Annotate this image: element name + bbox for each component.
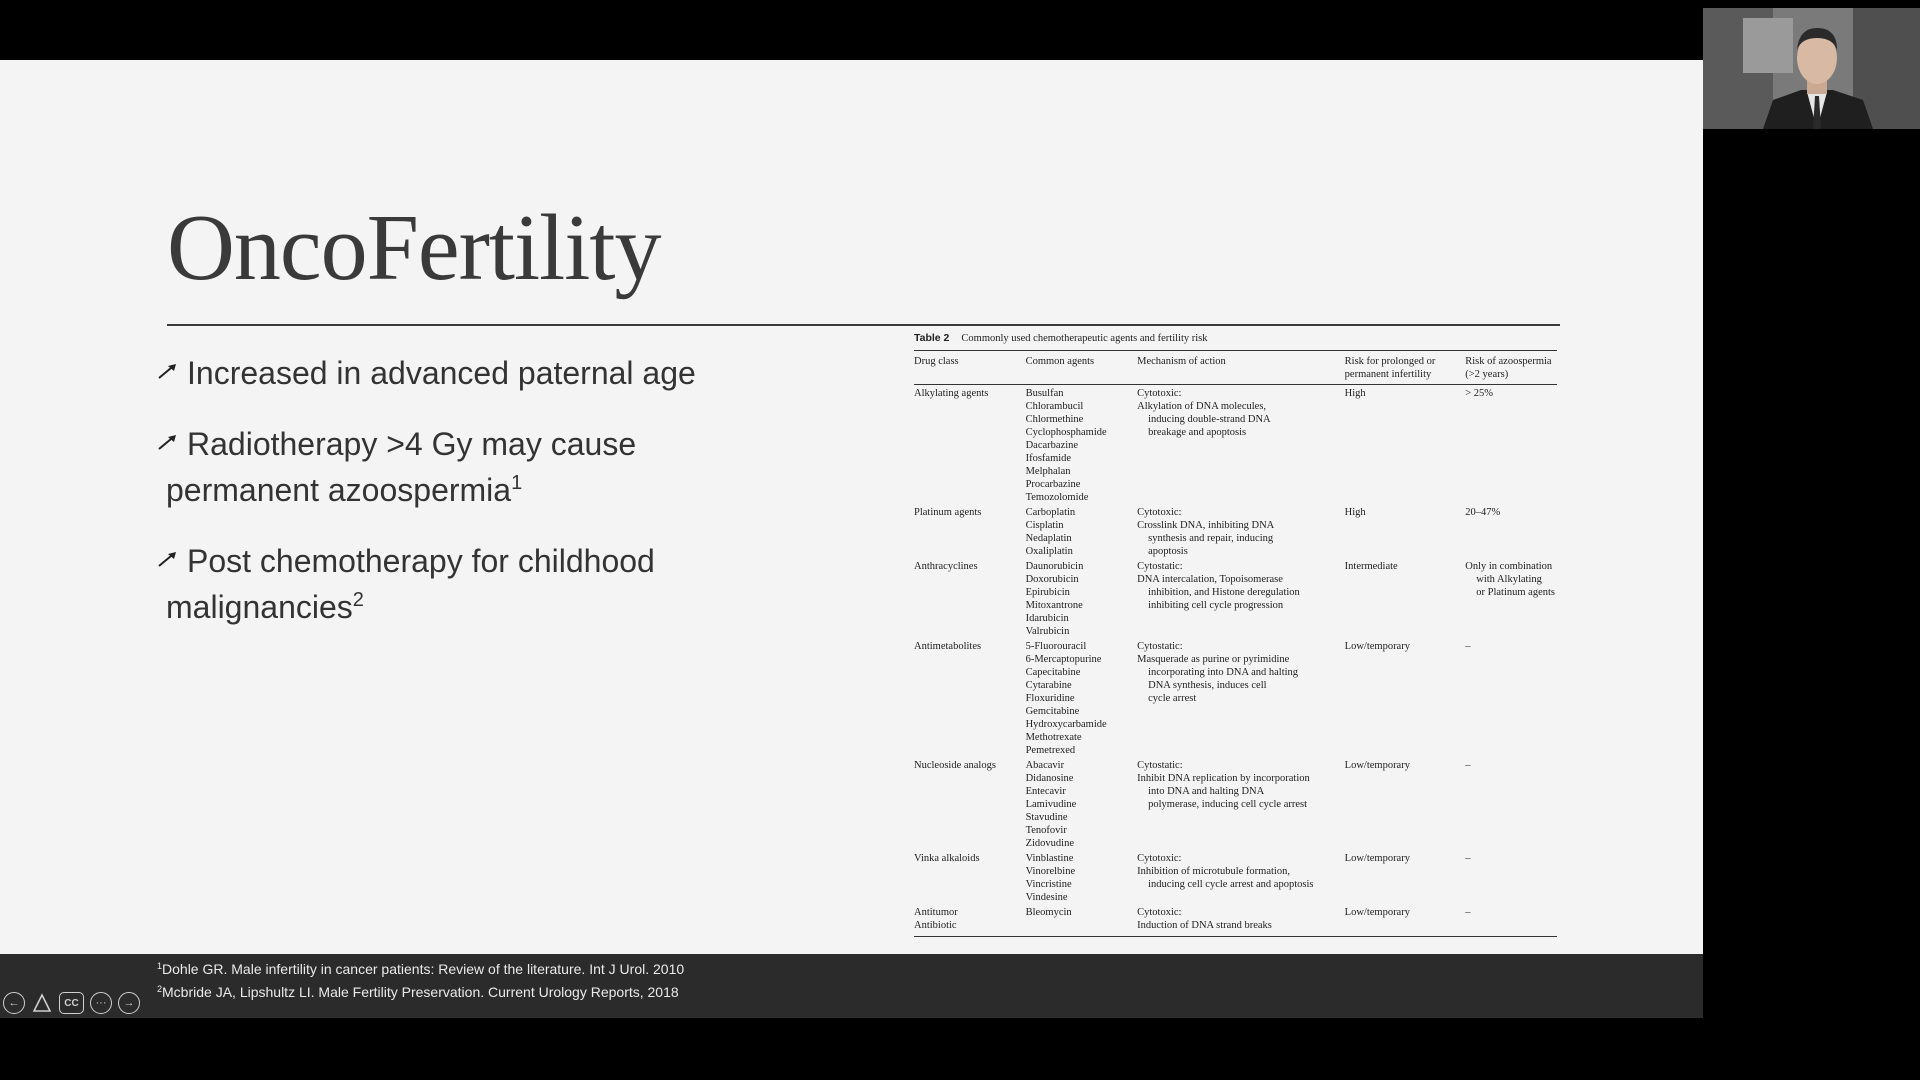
drug-class-cell: Platinum agents (914, 507, 982, 518)
infertility-risk-cell: High (1344, 388, 1366, 399)
azoospermia-risk-cell: – (1465, 853, 1471, 864)
presenter-webcam (1703, 8, 1920, 129)
footnote-marker: 1 (511, 472, 523, 494)
previous-slide-button[interactable] (3, 992, 25, 1014)
slideshow-controls (3, 992, 140, 1014)
arrow-left-icon: ← (8, 997, 20, 1009)
infertility-risk-cell: Low/temporary (1345, 904, 1466, 937)
mechanism-cell: Cytotoxic: Induction of DNA strand breaks (1137, 904, 1345, 937)
mechanism-cell: Cytostatic: Inhibit DNA replication by incorporation into DNA and halting DNA polymerase, inducing cell cycle arrest (1137, 760, 1310, 810)
header-infertility-risk: Risk for prolonged or permanent infertility (1345, 351, 1466, 385)
slide-title: OncoFertility (167, 196, 661, 300)
agents-cell: Busulfan Chlorambucil Chlormethine Cyclophosphamide Dacarbazine Ifosfamide Melphalan Procarbazine Temozolomide (1025, 388, 1107, 503)
header-drug-class: Drug class (914, 351, 1026, 385)
bullet-item (158, 350, 768, 396)
presenter-video-frame (1703, 8, 1920, 129)
pen-icon (31, 992, 53, 1014)
header-mechanism: Mechanism of action (1137, 351, 1345, 385)
bullet-text: Radiotherapy >4 Gy may cause (187, 426, 637, 462)
header-azoospermia-risk: Risk of azoospermia (>2 years) (1465, 351, 1557, 385)
bullet-text-continuation: malignancies (166, 589, 353, 625)
more-icon: ··· (95, 997, 107, 1009)
azoospermia-risk-cell: Only in combination with Alkylating or Platinum agents (1465, 561, 1555, 598)
agents-cell: Bleomycin (1026, 904, 1138, 937)
presentation-footer (0, 954, 1703, 1018)
table-label: Table 2 (914, 332, 950, 344)
captions-button[interactable] (59, 992, 84, 1014)
reference-item: $^1$Dohle GR. Male infertility in cancer patients: Review of the literature. Int J Urol. 2010 (157, 961, 685, 977)
header-common-agents: Common agents (1026, 351, 1138, 385)
mechanism-cell: Cytotoxic: Alkylation of DNA molecules, inducing double-strand DNA breakage and apoptosis (1137, 388, 1271, 438)
table-row (914, 904, 1557, 937)
azoospermia-risk-cell: – (1465, 760, 1471, 771)
table-row (914, 850, 1557, 904)
bullet-item (158, 538, 768, 630)
table-row (914, 638, 1557, 757)
bullet-text-continuation: permanent azoospermia (166, 472, 512, 508)
agents-cell: Daunorubicin Doxorubicin Epirubicin Mitoxantrone Idarubicin Valrubicin (1025, 561, 1084, 637)
drug-class-cell: Vinka alkaloids (914, 853, 980, 864)
table-row (914, 558, 1557, 638)
pen-tool-button[interactable] (31, 992, 53, 1014)
more-options-button[interactable] (90, 992, 112, 1014)
bullet-list (158, 350, 768, 655)
mechanism-cell: Cytostatic: DNA intercalation, Topoisomerase inhibition, and Histone deregulation inhibiting cell cycle progression (1137, 561, 1300, 611)
azoospermia-risk-cell: – (1465, 641, 1471, 652)
agents-cell: Vinblastine Vinorelbine Vincristine Vindesine (1025, 853, 1076, 903)
infertility-risk-cell: Low/temporary (1344, 641, 1410, 652)
azoospermia-risk-cell: > 25% (1465, 388, 1494, 399)
table-header-row (914, 351, 1557, 385)
drug-class-cell: Alkylating agents (914, 388, 989, 399)
drug-class-cell: Antitumor Antibiotic (914, 904, 1026, 937)
chemo-table (914, 332, 1557, 937)
drug-class-cell: Nucleoside analogs (914, 760, 996, 771)
infertility-risk-cell: Low/temporary (1344, 853, 1410, 864)
bullet-arrow-icon (157, 431, 179, 453)
azoospermia-risk-cell: – (1465, 904, 1557, 937)
azoospermia-risk-cell: 20–47% (1465, 507, 1501, 518)
references (157, 958, 684, 1004)
arrow-right-icon: → (123, 997, 135, 1009)
drug-class-cell: Antimetabolites (914, 641, 982, 652)
agents-cell: 5-Fluorouracil 6-Mercaptopurine Capecitabine Cytarabine Floxuridine Gemcitabine Hydroxycarbamide Methotrexate Pemetrexed (1025, 641, 1107, 756)
next-slide-button[interactable] (118, 992, 140, 1014)
mechanism-cell: Cytotoxic: Crosslink DNA, inhibiting DNA synthesis and repair, inducing apoptosis (1137, 507, 1275, 557)
infertility-risk-cell: Low/temporary (1344, 760, 1410, 771)
bullet-item (158, 421, 768, 513)
bullet-arrow-icon (157, 360, 179, 382)
table-row (914, 385, 1557, 505)
bullet-text: Increased in advanced paternal age (187, 355, 696, 391)
bullet-arrow-icon (157, 548, 179, 570)
infertility-risk-cell: Intermediate (1344, 561, 1398, 572)
table-row (914, 757, 1557, 850)
bullet-text: Post chemotherapy for childhood (187, 543, 655, 579)
mechanism-cell: Cytotoxic: Inhibition of microtubule formation, inducing cell cycle arrest and apoptosis (1137, 853, 1314, 890)
table-grid (914, 350, 1557, 937)
agents-cell: Abacavir Didanosine Entecavir Lamivudine Stavudine Tenofovir Zidovudine (1025, 760, 1077, 849)
table-caption-text: Commonly used chemotherapeutic agents and fertility risk (961, 333, 1208, 344)
drug-class-cell: Anthracyclines (914, 561, 978, 572)
title-divider (167, 324, 1560, 326)
mechanism-cell: Cytostatic: Masquerade as purine or pyrimidine incorporating into DNA and halting DNA synthesis, induces cell cycle arrest (1137, 641, 1299, 704)
infertility-risk-cell: High (1344, 507, 1366, 518)
footnote-marker: 2 (352, 589, 364, 611)
table-body (914, 385, 1557, 937)
table-row (914, 504, 1557, 558)
reference-item: $^2$Mcbride JA, Lipshultz LI. Male Fertility Preservation. Current Urology Reports, 2018 (157, 984, 679, 1000)
table-caption (914, 332, 1557, 345)
agents-cell: Carboplatin Cisplatin Nedaplatin Oxaliplatin (1025, 507, 1076, 557)
cc-icon: CC (64, 997, 79, 1009)
slide (0, 60, 1703, 954)
